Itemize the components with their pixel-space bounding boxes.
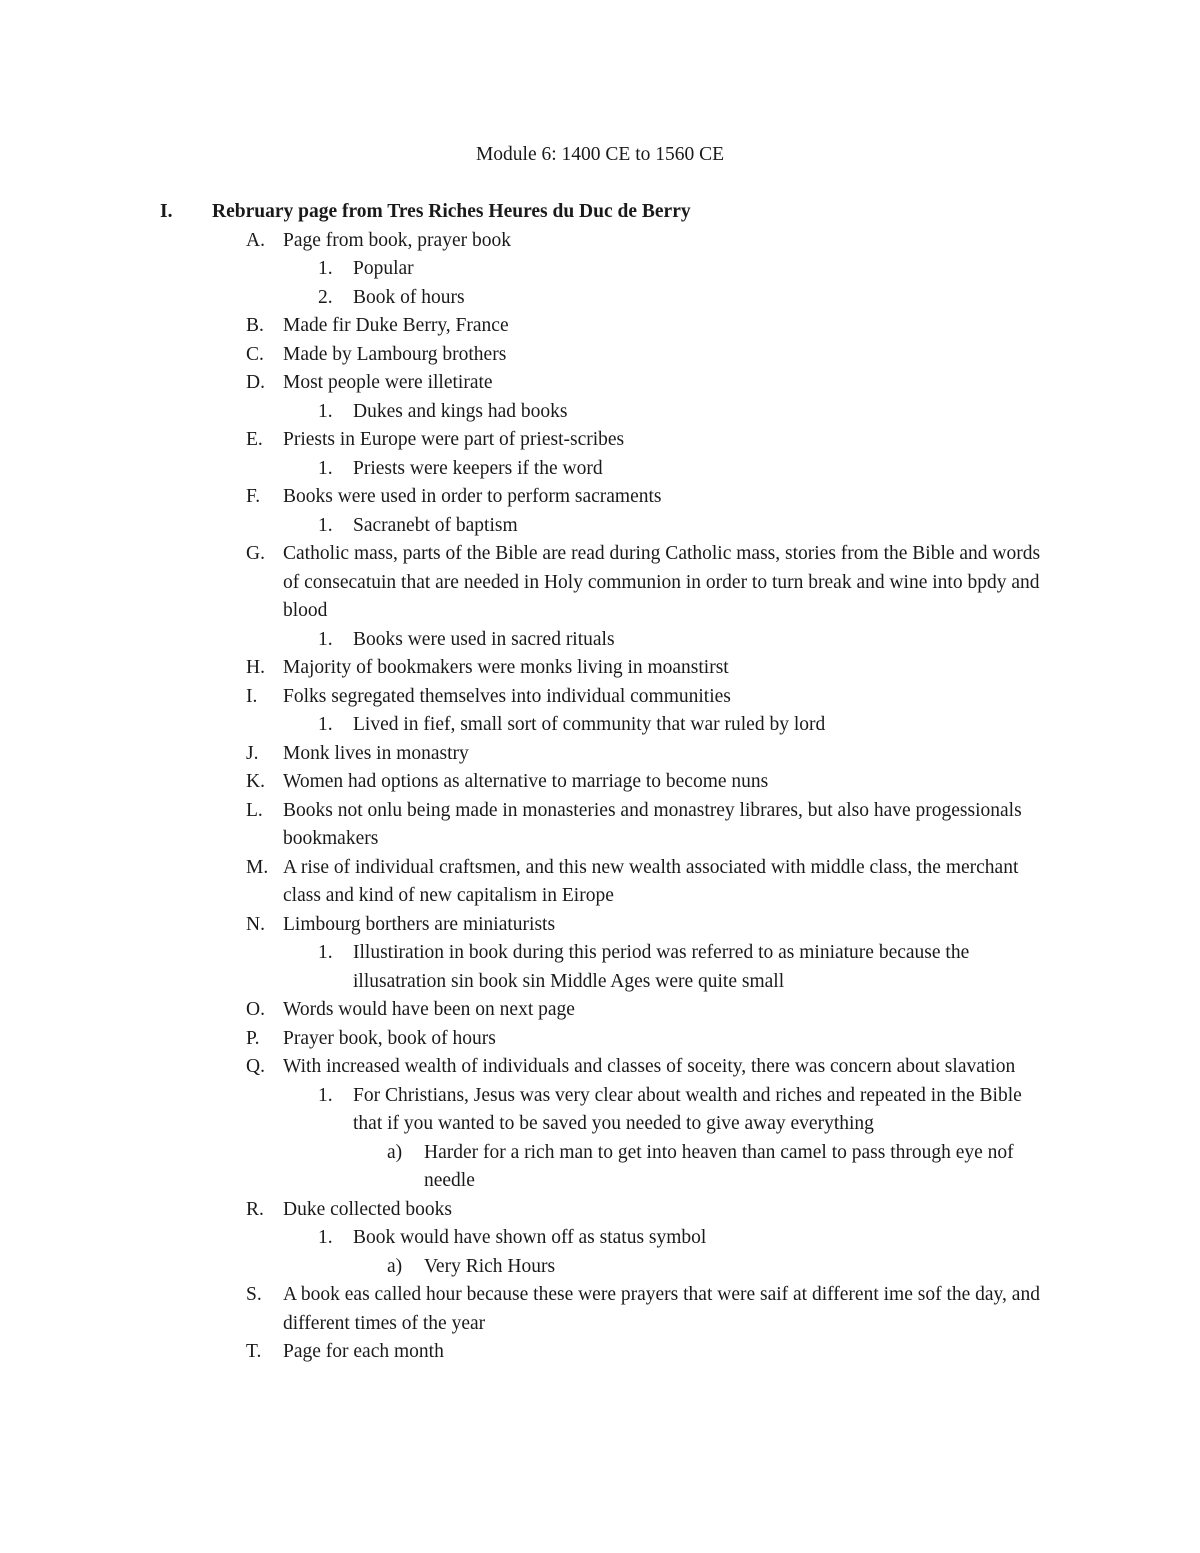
outline-text: For Christians, Jesus was very clear about wealth and riches and repeated in the Bible that if you wanted to be saved you needed to give away everything [353, 1084, 1022, 1134]
outline-marker: T. [246, 1341, 262, 1362]
outline-text: Harder for a rich man to get into heaven than camel to pass through eye nof needle [424, 1141, 1014, 1191]
outline-text: Dukes and kings had books [353, 400, 568, 422]
outline-marker: B. [246, 315, 264, 336]
outline-marker: A. [246, 229, 265, 251]
outline-marker: H. [246, 657, 265, 678]
outline-text: Page from book, prayer book [283, 229, 511, 251]
outline-text: Popular [353, 258, 414, 279]
outline-marker: 1. [318, 457, 333, 479]
outline-text: Book would have shown off as status symbol [353, 1227, 707, 1248]
outline-text: Rebruary page from Tres Riches Heures du Duc de Berry [212, 201, 691, 222]
outline-item [0, 1082, 1200, 1139]
outline-item [0, 369, 1200, 398]
outline-text: A book eas called hour because these were prayers that were saif at different ime sof the day, and different times of the year [283, 1284, 1040, 1334]
outline-text: Folks segregated themselves into individual communities [283, 685, 731, 707]
outline-text: A rise of individual craftsmen, and this new wealth associated with middle class, the merchant class and kind of new capitalism in Eirope [283, 856, 1019, 906]
outline-item [0, 426, 1200, 455]
outline-marker: S. [246, 1284, 262, 1305]
outline-marker: L. [246, 799, 263, 821]
outline-text: Duke collected books [283, 1198, 452, 1220]
outline-text: Made fir Duke Berry, France [283, 315, 509, 336]
outline-marker: 1. [318, 942, 333, 963]
outline-marker: 1. [318, 1084, 333, 1106]
outline-marker: 1. [318, 1227, 333, 1248]
outline-item [0, 683, 1200, 712]
outline-marker: C. [246, 343, 264, 365]
outline-text: Catholic mass, parts of the Bible are read during Catholic mass, stories from the Bible and words of consecatuin that are needed in Holy communion in order to turn break and wine into bpdy and blood [283, 543, 1041, 621]
outline-marker: F. [246, 486, 261, 507]
outline-item [0, 996, 1200, 1025]
outline-marker: R. [246, 1198, 264, 1220]
outline-item [0, 512, 1200, 541]
outline-item [0, 312, 1200, 341]
outline-text: Illustiration in book during this period was referred to as miniature because the illusatration sin book sin Middle Ages were quite small [353, 942, 970, 992]
outline-text: Priests were keepers if the word [353, 457, 603, 479]
outline-text: Books were used in sacred rituals [353, 628, 615, 650]
outline-item [0, 740, 1200, 769]
outline-text: Prayer book, book of hours [283, 1027, 496, 1049]
outline-item [0, 911, 1200, 940]
outline-marker: N. [246, 913, 265, 935]
outline-item [0, 540, 1200, 626]
outline-text: Books were used in order to perform sacraments [283, 486, 662, 507]
outline-item [0, 711, 1200, 740]
outline-item [0, 939, 1200, 996]
outline-marker: G. [246, 543, 265, 564]
outline-text: Books not onlu being made in monasteries and monastrey librares, but also have progessionals bookmakers [283, 799, 1022, 849]
outline-item [0, 854, 1200, 911]
outline-text: Monk lives in monastry [283, 742, 469, 764]
outline-text: Majority of bookmakers were monks living in moanstirst [283, 657, 729, 678]
outline-text: Limbourg borthers are miniaturists [283, 913, 556, 935]
outline-item [0, 198, 1200, 227]
outline-marker: I. [246, 685, 258, 707]
outline-marker: E. [246, 429, 263, 450]
notes-outline [0, 198, 1200, 1367]
outline-text: Very Rich Hours [424, 1255, 556, 1277]
outline-text: Page for each month [283, 1341, 444, 1362]
outline-item [0, 483, 1200, 512]
outline-marker: 1. [318, 514, 333, 536]
outline-item [0, 1224, 1200, 1253]
outline-marker: J. [246, 742, 259, 764]
outline-marker: 1. [318, 258, 333, 279]
outline-item [0, 797, 1200, 854]
outline-item [0, 1338, 1200, 1367]
outline-item [0, 398, 1200, 427]
outline-item [0, 1253, 1200, 1282]
outline-text: Made by Lambourg brothers [283, 343, 507, 365]
outline-marker: 2. [318, 286, 333, 308]
outline-marker: 1. [318, 714, 333, 735]
outline-marker: Q. [246, 1056, 265, 1077]
outline-item [0, 1053, 1200, 1082]
outline-item [0, 654, 1200, 683]
outline-marker: M. [246, 856, 269, 878]
outline-marker: a) [387, 1255, 403, 1277]
outline-marker: O. [246, 999, 265, 1020]
outline-text: Sacranebt of baptism [353, 514, 518, 536]
outline-text: Women had options as alternative to marriage to become nuns [283, 771, 769, 792]
outline-text: Priests in Europe were part of priest-scribes [283, 429, 625, 450]
outline-text: Lived in fief, small sort of community that war ruled by lord [353, 714, 826, 735]
outline-marker: D. [246, 372, 265, 393]
outline-marker: P. [246, 1027, 260, 1049]
outline-item [0, 255, 1200, 284]
outline-text: With increased wealth of individuals and classes of soceity, there was concern about slavation [283, 1056, 1016, 1077]
outline-item [0, 227, 1200, 256]
outline-item [0, 768, 1200, 797]
outline-text: Words would have been on next page [283, 999, 575, 1020]
outline-item [0, 1196, 1200, 1225]
document-title: Module 6: 1400 CE to 1560 CE [475, 144, 725, 165]
outline-marker: I. [160, 201, 173, 222]
outline-marker: 1. [318, 400, 333, 422]
outline-item [0, 455, 1200, 484]
outline-marker: K. [246, 771, 265, 792]
outline-item [0, 626, 1200, 655]
outline-item [0, 1281, 1200, 1338]
outline-item [0, 341, 1200, 370]
outline-item [0, 1139, 1200, 1196]
outline-item [0, 284, 1200, 313]
outline-marker: 1. [318, 628, 333, 650]
outline-text: Most people were illetirate [283, 372, 493, 393]
outline-marker: a) [387, 1141, 403, 1163]
outline-text: Book of hours [353, 286, 465, 308]
outline-item [0, 1025, 1200, 1054]
